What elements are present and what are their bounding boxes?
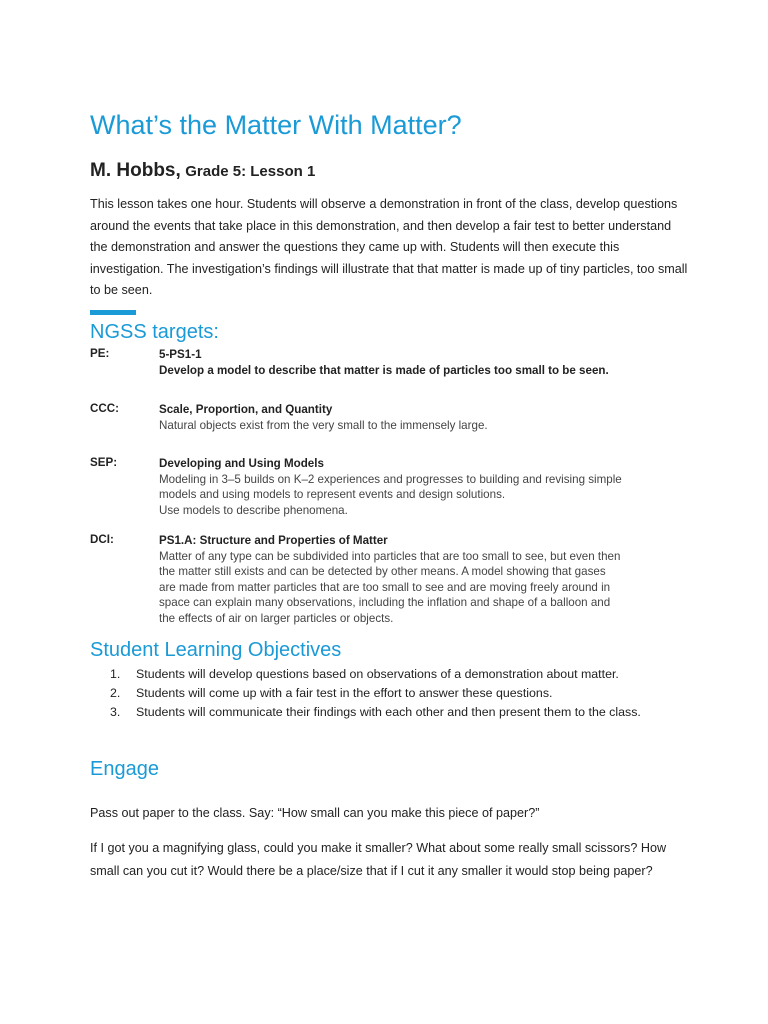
list-text: Students will develop questions based on observations of a demonstration about matter. bbox=[136, 667, 619, 681]
list-item bbox=[110, 703, 690, 722]
list-text: Students will communicate their findings with each other and then present them to the class. bbox=[136, 705, 641, 719]
target-body bbox=[159, 533, 689, 626]
target-label: CCC: bbox=[90, 402, 119, 415]
target-title: Develop a model to describe that matter is made of particles too small to be seen. bbox=[159, 363, 609, 377]
objectives-heading: Student Learning Objectives bbox=[90, 639, 342, 661]
list-item bbox=[110, 665, 690, 684]
list-number: 3. bbox=[110, 705, 121, 719]
target-description: Matter of any type can be subdivided into particles that are too small to see, but even then the matter still exists and can be detected by other means. A model showing that gases are made from matter particles that are too small to see and are moving freely around in space can explain many observations, including the inflation and shape of a balloon and the effects of air on larger particles or objects. bbox=[159, 549, 621, 625]
engage-paragraph-1: Pass out paper to the class. Say: “How small can you make this piece of paper?” bbox=[90, 806, 540, 820]
target-body bbox=[159, 347, 689, 378]
target-title: Scale, Proportion, and Quantity bbox=[159, 403, 333, 416]
author-name: M. Hobbs, bbox=[90, 160, 181, 181]
target-body bbox=[159, 456, 689, 518]
grade-lesson: Grade 5: Lesson 1 bbox=[185, 163, 316, 180]
target-label: DCI: bbox=[90, 533, 114, 546]
list-number: 1. bbox=[110, 667, 121, 681]
target-description: Natural objects exist from the very small to the immensely large. bbox=[159, 418, 488, 432]
list-item bbox=[110, 684, 690, 703]
engage-heading: Engage bbox=[90, 758, 159, 780]
target-title: Developing and Using Models bbox=[159, 457, 324, 470]
target-title: PS1.A: Structure and Properties of Matter bbox=[159, 534, 388, 547]
accent-divider bbox=[90, 310, 136, 315]
target-label: PE: bbox=[90, 347, 110, 360]
page-title: What’s the Matter With Matter? bbox=[90, 110, 462, 140]
target-description: Modeling in 3–5 builds on K–2 experiences and progresses to building and revising simple models and using models to represent events and design solutions. Use models to describe phenomena. bbox=[159, 472, 622, 517]
target-body bbox=[159, 402, 689, 433]
target-code: 5-PS1-1 bbox=[159, 348, 202, 361]
engage-paragraph-2: If I got you a magnifying glass, could you make it smaller? What about some really small scissors? How small can you cut it? Would there be a place/size that if I cut it any smaller it would stop being paper? bbox=[90, 841, 667, 878]
ngss-heading: NGSS targets: bbox=[90, 321, 219, 343]
target-label: SEP: bbox=[90, 456, 118, 469]
author-line bbox=[90, 160, 315, 182]
list-text: Students will come up with a fair test in the effort to answer these questions. bbox=[136, 686, 553, 700]
objectives-list bbox=[110, 665, 690, 722]
intro-paragraph: This lesson takes one hour. Students will observe a demonstration in front of the class, develop questions around the events that take place in this demonstration, and then develop a fair test to better understand the demonstration and answer the questions they came up with. Students will then execute this investigation. The investigation’s findings will illustrate that that matter is made up of tiny particles, too small to be seen. bbox=[90, 197, 688, 297]
list-number: 2. bbox=[110, 686, 121, 700]
